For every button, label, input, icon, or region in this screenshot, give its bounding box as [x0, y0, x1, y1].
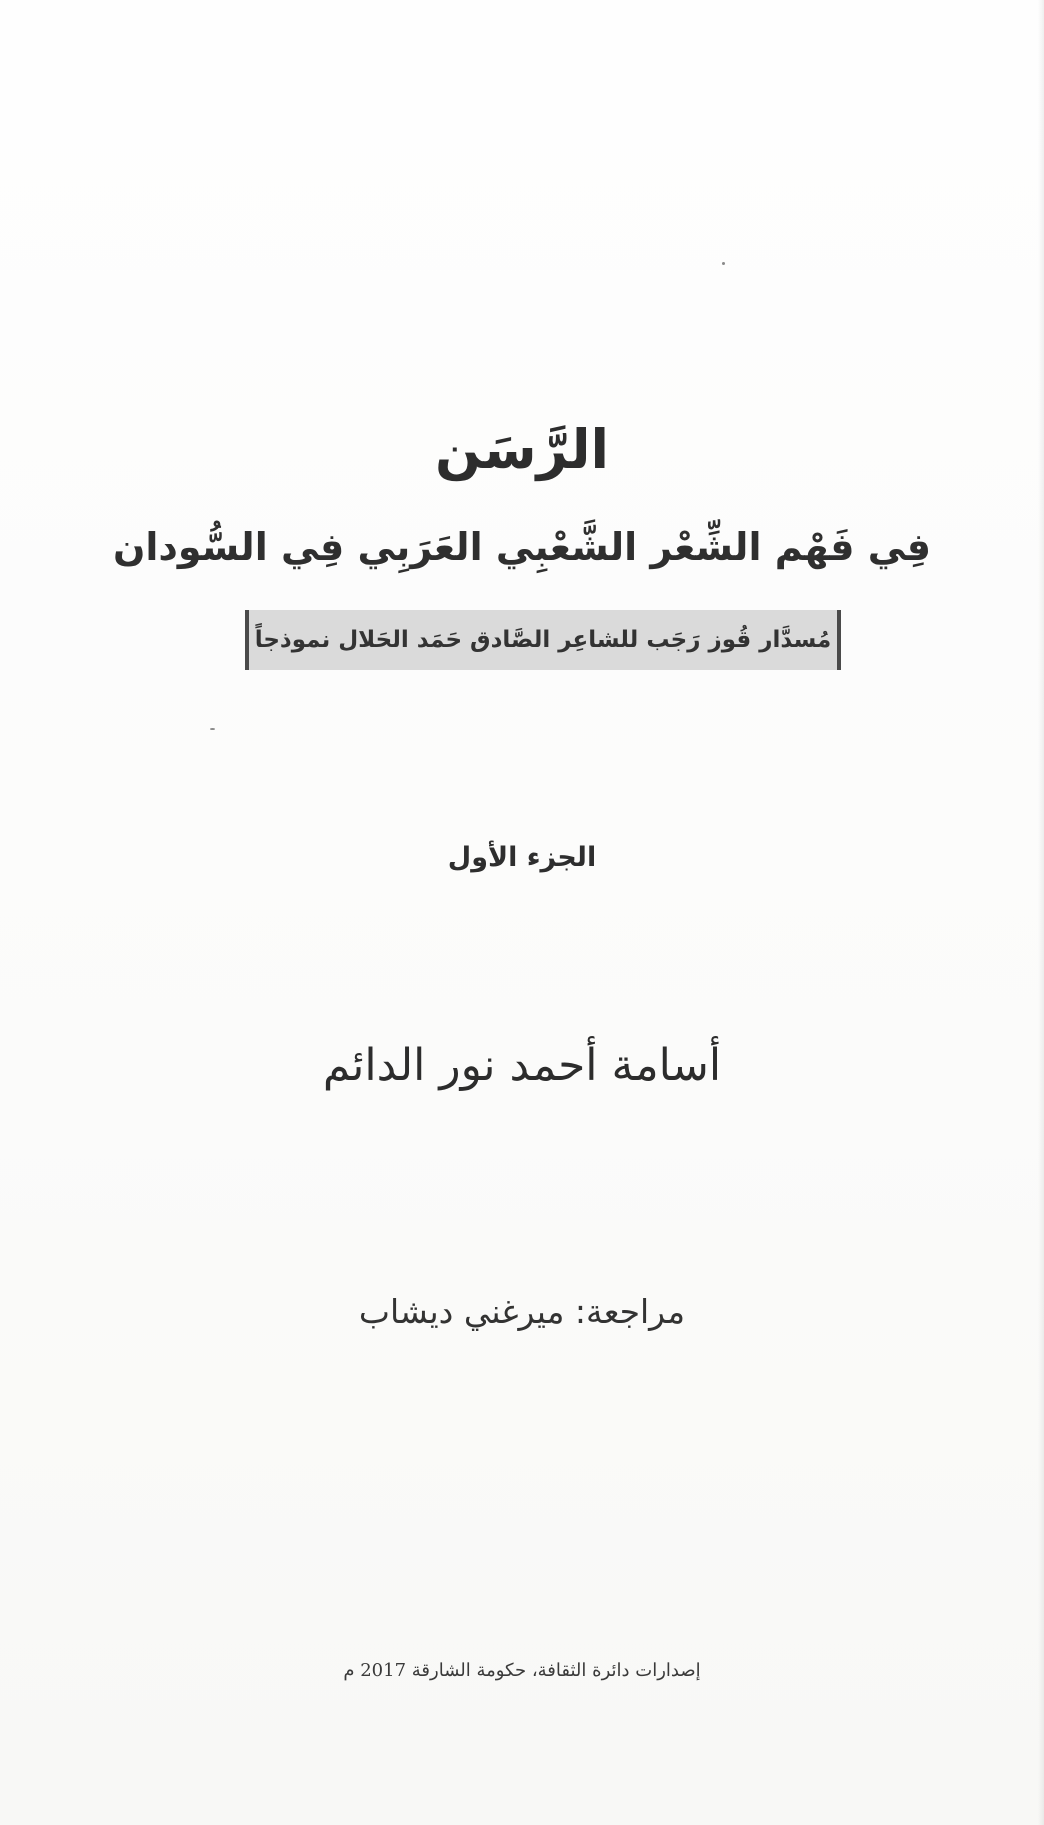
page-edge-shadow: [1038, 0, 1044, 1825]
author-name: أسامة أحمد نور الدائم: [322, 1040, 722, 1091]
volume-label: الجزء الأول: [447, 842, 597, 873]
book-title: الرَّسَن: [434, 418, 610, 481]
publisher-line: إصدارات دائرة الثقافة، حكومة الشارقة 2017 م: [343, 1660, 701, 1681]
paper-speck: [210, 728, 215, 730]
banner-text: مُسدَّار قُوز رَجَب للشاعِر الصَّادق حَمَد الحَلال نموذجاً: [254, 627, 832, 653]
paper-speck: [722, 262, 725, 265]
book-subtitle: فِي فَهْم الشِّعْر الشَّعْبِي العَرَبِي فِي السُّودان: [112, 525, 932, 569]
reviewer-credit: مراجعة: ميرغني ديشاب: [358, 1292, 686, 1331]
subtitle-banner: [245, 610, 841, 670]
